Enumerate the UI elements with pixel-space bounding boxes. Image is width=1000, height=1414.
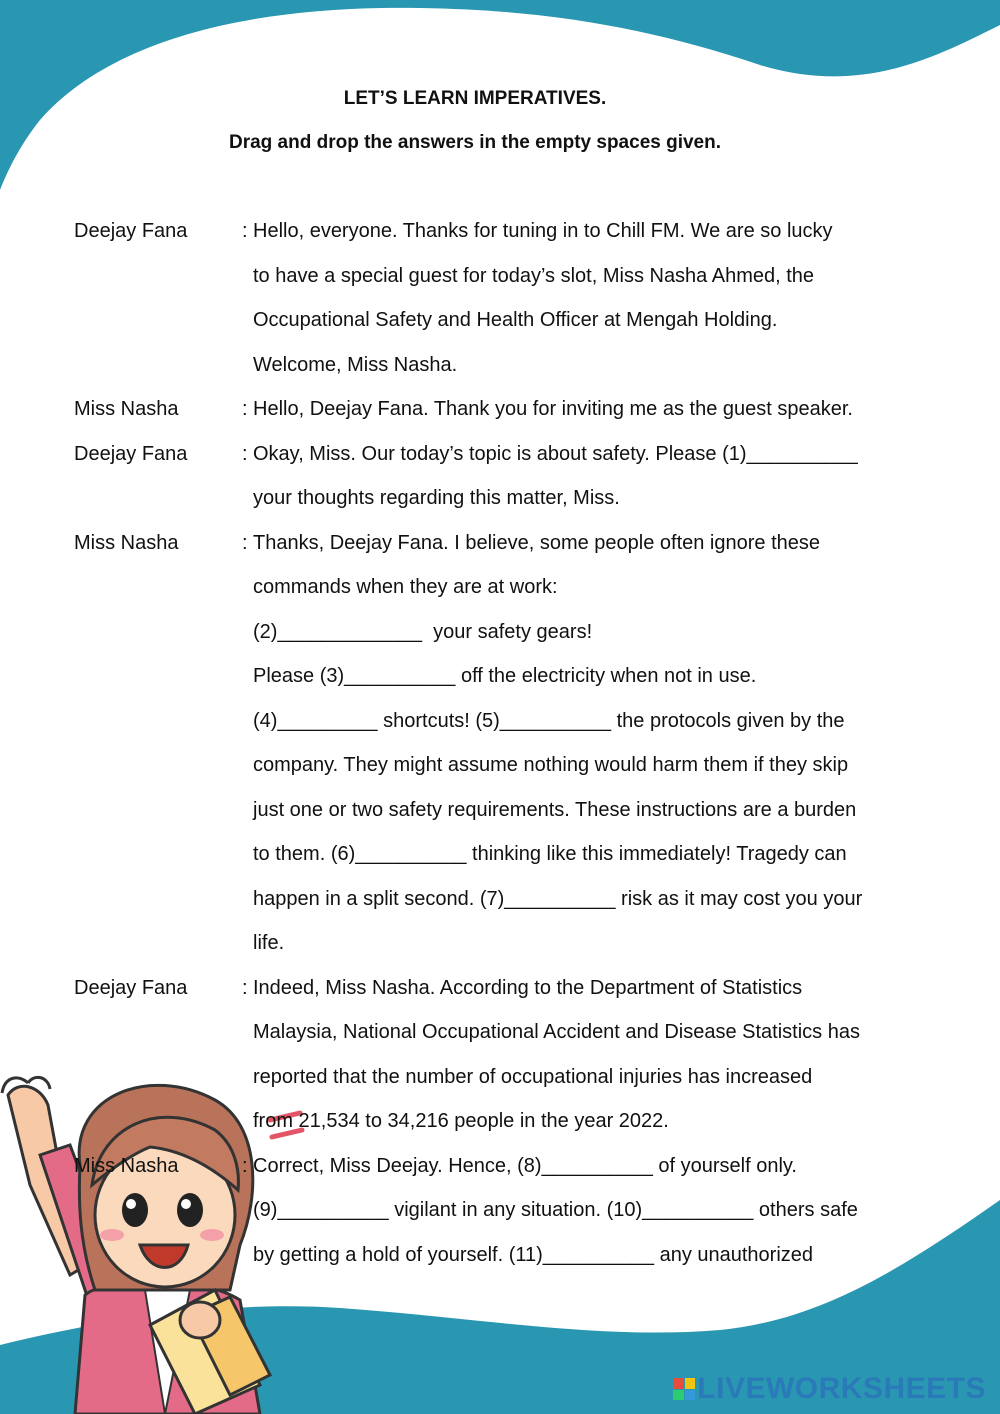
dialogue-line: Indeed, Miss Nasha. According to the Department of Statistics bbox=[253, 976, 803, 999]
speaker-colon: : bbox=[242, 531, 248, 554]
brand-name: LIVEWORKSHEETS bbox=[697, 1372, 986, 1405]
speaker-colon: : bbox=[242, 220, 248, 242]
dialogue-line: Hello, Deejay Fana. Thank you for inviting me as the guest speaker. bbox=[253, 398, 853, 420]
dialogue-line: (4)_________ shortcuts! (5)__________ the protocols given by the bbox=[253, 709, 845, 732]
dialogue-line: Hello, everyone. Thanks for tuning in to Chill FM. We are so lucky bbox=[253, 220, 833, 242]
speaker-colon: : bbox=[242, 442, 248, 465]
dialogue-line: (9)__________ vigilant in any situation. (10)__________ others safe bbox=[253, 1199, 858, 1221]
dialogue-line: from 21,534 to 34,216 people in the year 2022. bbox=[253, 1110, 669, 1132]
speaker-colon: : bbox=[242, 1154, 248, 1177]
speaker-name: Miss Nasha bbox=[74, 1154, 179, 1177]
worksheet-instruction: Drag and drop the answers in the empty spaces given. bbox=[228, 132, 722, 153]
worksheet-title: LET’S LEARN IMPERATIVES. bbox=[343, 88, 607, 109]
dialogue-line: reported that the number of occupational injuries has increased bbox=[253, 1065, 813, 1088]
dialogue-line: Please (3)__________ off the electricity when not in use. bbox=[253, 665, 757, 687]
dialogue-line: Welcome, Miss Nasha. bbox=[253, 353, 458, 376]
dialogue-line: happen in a split second. (7)__________ risk as it may cost you your bbox=[253, 887, 863, 910]
liveworksheets-logo bbox=[673, 1372, 986, 1406]
speaker-name: Miss Nasha bbox=[74, 531, 179, 554]
dialogue-line: Correct, Miss Deejay. Hence, (8)__________ of yourself only. bbox=[253, 1154, 797, 1177]
dialogue-line: Thanks, Deejay Fana. I believe, some people often ignore these bbox=[253, 531, 821, 554]
dialogue-line: Occupational Safety and Health Officer at Mengah Holding. bbox=[253, 309, 778, 331]
speaker-name: Deejay Fana bbox=[74, 976, 188, 999]
dialogue-line: Okay, Miss. Our today’s topic is about safety. Please (1)__________ bbox=[253, 442, 858, 465]
dialogue-line: just one or two safety requirements. These instructions are a burden bbox=[253, 798, 857, 821]
dialogue-line: life. bbox=[253, 932, 285, 954]
dialogue-line: to them. (6)__________ thinking like this immediately! Tragedy can bbox=[253, 843, 847, 865]
dialogue-line: (2)_____________ your safety gears! bbox=[253, 620, 593, 643]
speaker-colon: : bbox=[242, 398, 248, 420]
speaker-colon: : bbox=[242, 976, 248, 999]
dialogue-line: your thoughts regarding this matter, Miss. bbox=[253, 487, 620, 509]
dialogue-line: commands when they are at work: bbox=[253, 576, 558, 598]
dialogue-line: Malaysia, National Occupational Accident and Disease Statistics has bbox=[253, 1021, 860, 1043]
speaker-name: Deejay Fana bbox=[74, 442, 188, 465]
dialogue-line: by getting a hold of yourself. (11)__________ any unauthorized bbox=[253, 1243, 814, 1266]
speaker-name: Miss Nasha bbox=[74, 398, 179, 420]
speaker-name: Deejay Fana bbox=[74, 220, 188, 242]
logo-blocks-icon bbox=[673, 1378, 695, 1400]
dialogue-line: to have a special guest for today’s slot, Miss Nasha Ahmed, the bbox=[253, 264, 815, 287]
dialogue-line: company. They might assume nothing would harm them if they skip bbox=[253, 754, 849, 776]
